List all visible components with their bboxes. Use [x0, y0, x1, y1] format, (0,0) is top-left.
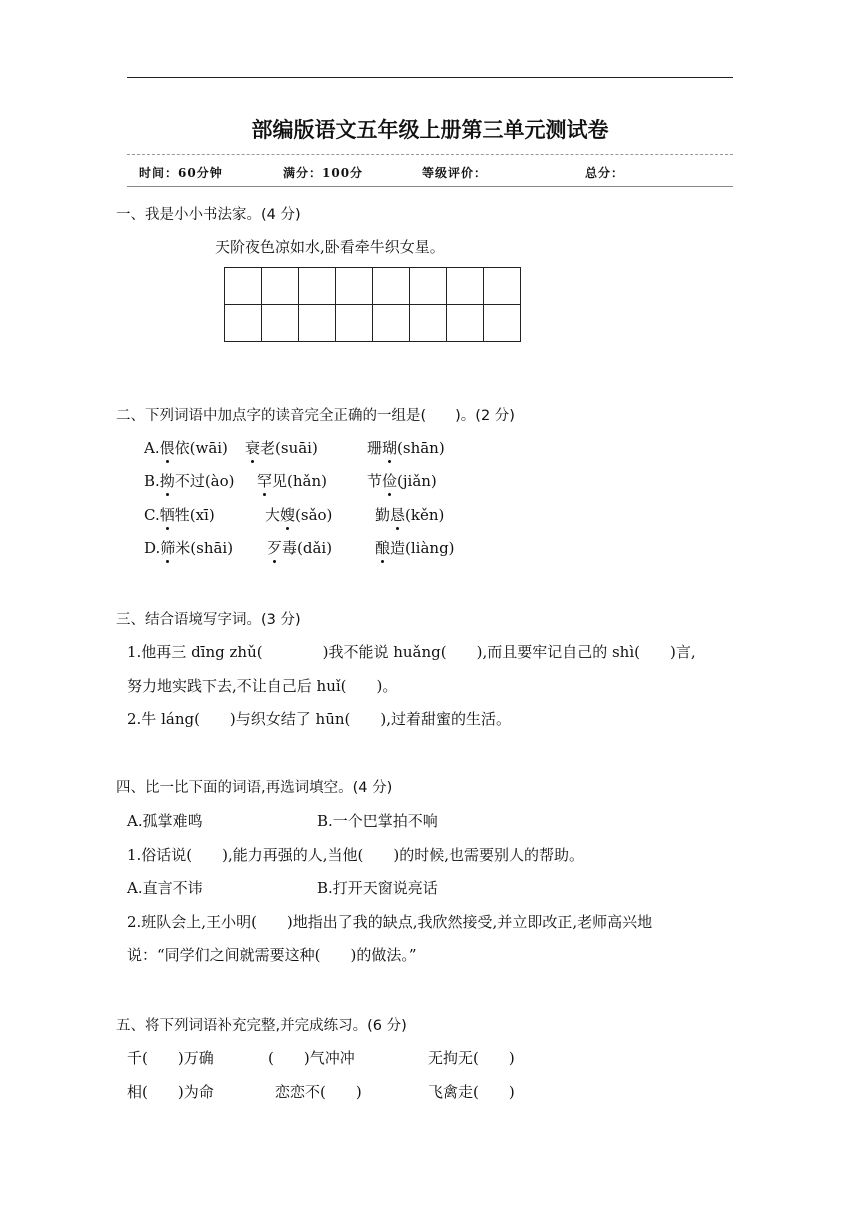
grid-cell[interactable] [447, 305, 484, 342]
grid-cell[interactable] [484, 268, 521, 305]
option-d-word-2: 歹毒(dǎi) [267, 539, 333, 557]
s5-idiom: 飞禽走( ) [428, 1083, 515, 1101]
option-d-word-3: 酿造(liàng) [375, 539, 455, 557]
grid-cell[interactable] [336, 305, 373, 342]
option-a-word-3: 珊瑚(shān) [367, 439, 445, 457]
s4-option-2a: A.直言不讳 [127, 879, 203, 897]
calligraphy-poem-line: 天阶夜色凉如水,卧看牵牛织女星。 [215, 238, 445, 256]
option-c-word-1: C.牺牲(xī) [144, 506, 215, 524]
top-rule [127, 77, 733, 78]
s4-question-2-line-1: 2.班队会上,王小明( )地指出了我的缺点,我欣然接受,并立即改正,老师高兴地 [127, 913, 653, 931]
s4-option-2b: B.打开天窗说亮话 [317, 879, 438, 897]
option-a-word-1: A.偎依(wāi) [144, 439, 228, 457]
section-1-heading: 一、我是小小书法家。(4 分) [116, 207, 301, 223]
option-b-word-2: 罕见(hǎn) [257, 472, 327, 490]
option-c-word-3: 勤恳(kěn) [375, 506, 445, 524]
grid-cell[interactable] [262, 268, 299, 305]
grid-cell[interactable] [225, 305, 262, 342]
grid-cell[interactable] [373, 268, 410, 305]
grid-cell[interactable] [225, 268, 262, 305]
grid-cell[interactable] [410, 305, 447, 342]
grid-cell[interactable] [336, 268, 373, 305]
option-b-word-1: B.拗不过(ào) [144, 472, 235, 490]
section-5-heading: 五、将下列词语补充完整,并完成练习。(6 分) [116, 1018, 407, 1034]
option-a-word-2: 衰老(suāi) [245, 439, 318, 457]
meta-total: 总分： [585, 166, 625, 180]
grid-cell[interactable] [410, 268, 447, 305]
option-d-word-1: D.筛米(shāi) [144, 539, 234, 557]
s3-question-1-line-1: 1.他再三 dīng zhǔ( )我不能说 huǎng( ),而且要牢记自己的 shì( )言, [127, 643, 696, 661]
grid-cell[interactable] [447, 268, 484, 305]
s5-idiom: ( )气冲冲 [268, 1049, 355, 1067]
s4-option-1a: A.孤掌难鸣 [127, 812, 203, 830]
s3-question-1-line-2: 努力地实践下去,不让自己后 huǐ( )。 [127, 677, 398, 695]
s5-idiom: 恋恋不( ) [275, 1083, 362, 1101]
meta-time: 时间：60分钟 [139, 166, 223, 180]
s5-idiom: 千( )万确 [127, 1049, 214, 1067]
section-3-heading: 三、结合语境写字词。(3 分) [116, 612, 301, 628]
section-4-heading: 四、比一比下面的词语,再选词填空。(4 分) [116, 780, 393, 796]
s4-question-1: 1.俗话说( ),能力再强的人,当他( )的时候,也需要别人的帮助。 [127, 846, 585, 864]
option-b-word-3: 节俭(jiǎn) [367, 472, 437, 490]
grid-cell[interactable] [299, 305, 336, 342]
meta-divider [127, 186, 733, 187]
option-c-word-2: 大嫂(sǎo) [265, 506, 333, 524]
grid-cell[interactable] [484, 305, 521, 342]
grid-cell[interactable] [299, 268, 336, 305]
meta-full-score: 满分：100分 [283, 166, 364, 180]
s5-idiom: 无拘无( ) [428, 1049, 515, 1067]
section-2-heading: 二、下列词语中加点字的读音完全正确的一组是( )。(2 分) [116, 408, 515, 424]
s4-question-2-line-2: 说：“同学们之间就需要这种( )的做法。” [127, 946, 417, 964]
s5-idiom: 相( )为命 [127, 1083, 214, 1101]
s3-question-2: 2.牛 láng( )与织女结了 hūn( ),过着甜蜜的生活。 [127, 710, 512, 728]
page-title: 部编版语文五年级上册第三单元测试卷 [251, 118, 609, 142]
s4-option-1b: B.一个巴掌拍不响 [317, 812, 438, 830]
grid-cell[interactable] [373, 305, 410, 342]
meta-grade: 等级评价： [422, 166, 488, 180]
title-divider [127, 154, 733, 155]
writing-grid [224, 267, 521, 342]
grid-cell[interactable] [262, 305, 299, 342]
